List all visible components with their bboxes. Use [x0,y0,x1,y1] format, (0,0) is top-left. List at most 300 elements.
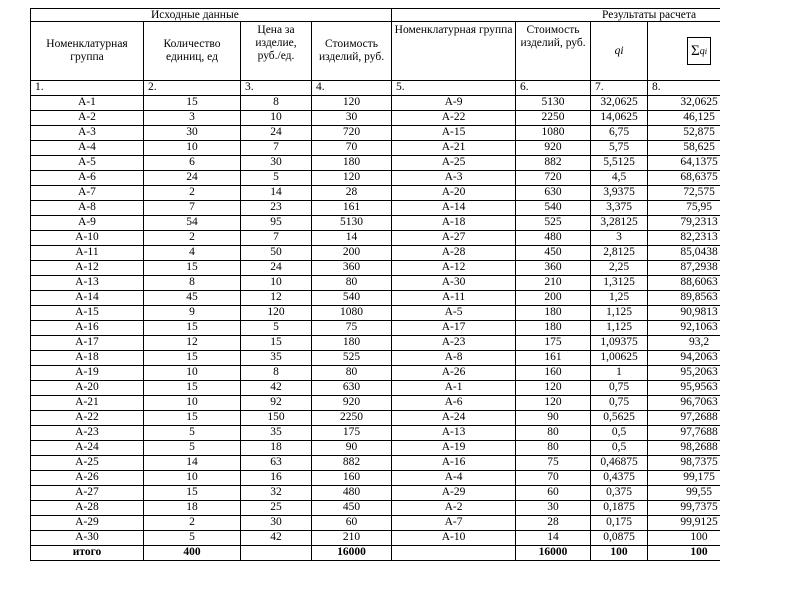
table-row [31,410,721,425]
group-cell: А-21 [31,395,144,410]
group-sorted-cell: А-18 [392,215,516,230]
cost-cell: 180 [312,155,392,170]
cost-cell: 175 [312,425,392,440]
group-sorted-cell: А-25 [392,155,516,170]
qi-cell: 3,9375 [591,185,648,200]
cost-sorted-cell: 70 [516,470,591,485]
qi-cell: 0,46875 [591,455,648,470]
cost-sorted-cell: 920 [516,140,591,155]
price-cell: 35 [241,425,312,440]
price-cell: 7 [241,230,312,245]
table-row [31,215,721,230]
cost-cell: 180 [312,335,392,350]
section-header-input: Исходные данные [31,9,392,22]
group-cell: А-9 [31,215,144,230]
qi-cell: 4,5 [591,170,648,185]
price-cell: 8 [241,95,312,110]
cumulative-cell: 99,55 [648,485,720,500]
group-cell: А-6 [31,170,144,185]
group-cell: А-22 [31,410,144,425]
cost-cell: 120 [312,170,392,185]
group-cell: А-13 [31,275,144,290]
cumulative-cell: 92,1063 [648,320,720,335]
group-cell: А-3 [31,125,144,140]
table-row [31,425,721,440]
table-row [31,230,721,245]
price-cell: 25 [241,500,312,515]
cost-sorted-cell: 5130 [516,95,591,110]
qi-cell: 3,375 [591,200,648,215]
col-header-group: Номенклатурная группа [31,22,144,81]
qi-cell: 1,125 [591,320,648,335]
quantity-cell: 8 [144,275,241,290]
cost-sorted-cell: 175 [516,335,591,350]
cumulative-cell: 97,7688 [648,425,720,440]
quantity-cell: 9 [144,305,241,320]
cumulative-cell: 85,0438 [648,245,720,260]
cost-sorted-cell: 28 [516,515,591,530]
cumulative-cell: 97,2688 [648,410,720,425]
cost-sorted-cell: 160 [516,365,591,380]
spreadsheet [30,8,720,594]
price-cell: 32 [241,485,312,500]
quantity-cell: 30 [144,125,241,140]
qi-cell: 1,09375 [591,335,648,350]
quantity-cell: 15 [144,485,241,500]
cost-cell: 80 [312,365,392,380]
table-row [31,125,721,140]
price-cell: 5 [241,170,312,185]
table-row [31,140,721,155]
section-header-results: Результаты расчета [392,9,720,22]
group-cell: А-15 [31,305,144,320]
totals-row [31,545,721,560]
cumulative-cell: 68,6375 [648,170,720,185]
cumulative-cell: 75,95 [648,200,720,215]
group-sorted-cell: А-7 [392,515,516,530]
price-cell: 16 [241,470,312,485]
table-row [31,515,721,530]
col-header-qi: qi [591,22,648,81]
table-row [31,455,721,470]
cost-cell: 70 [312,140,392,155]
group-sorted-cell: А-15 [392,125,516,140]
cost-cell: 720 [312,125,392,140]
quantity-cell: 2 [144,185,241,200]
cumulative-cell: 95,9563 [648,380,720,395]
table-body [31,95,721,560]
price-cell: 30 [241,515,312,530]
table-row [31,245,721,260]
cumulative-sum-formula [687,37,711,65]
cumulative-cell: 98,7375 [648,455,720,470]
group-cell: А-10 [31,230,144,245]
group-cell: А-28 [31,500,144,515]
cost-cell: 75 [312,320,392,335]
quantity-cell: 45 [144,290,241,305]
price-cell: 50 [241,245,312,260]
qi-cell: 0,5 [591,440,648,455]
group-sorted-cell: А-29 [392,485,516,500]
group-sorted-cell: А-2 [392,500,516,515]
cost-cell: 60 [312,515,392,530]
cumulative-cell: 100 [648,530,720,545]
cumulative-cell: 89,8563 [648,290,720,305]
qi-cell: 1 [591,365,648,380]
cumulative-cell: 72,575 [648,185,720,200]
sum-symbol: Σ [691,42,700,59]
table-row [31,170,721,185]
price-cell: 15 [241,335,312,350]
col-header-group-sorted: Номенклатурная группа [392,22,516,81]
table-row [31,95,721,110]
group-cell: А-16 [31,320,144,335]
table-row [31,350,721,365]
group-cell: А-19 [31,365,144,380]
quantity-cell: 12 [144,335,241,350]
group-sorted-cell: А-14 [392,200,516,215]
cost-sorted-cell: 1080 [516,125,591,140]
cost-sorted-cell: 14 [516,530,591,545]
cumulative-cell: 46,125 [648,110,720,125]
group-sorted-cell: А-13 [392,425,516,440]
price-cell: 42 [241,530,312,545]
cumulative-cell: 64,1375 [648,155,720,170]
cost-sorted-cell: 80 [516,440,591,455]
group-cell: А-26 [31,470,144,485]
cost-cell: 160 [312,470,392,485]
group-cell: А-18 [31,350,144,365]
price-cell: 8 [241,365,312,380]
cumulative-cell: 82,2313 [648,230,720,245]
group-cell: А-30 [31,530,144,545]
cumulative-cell: 52,875 [648,125,720,140]
quantity-cell: 5 [144,425,241,440]
quantity-cell: 10 [144,365,241,380]
column-number: 7. [591,81,648,96]
cost-sorted-cell: 360 [516,260,591,275]
cumulative-cell: 95,2063 [648,365,720,380]
cumulative-cell: 93,2 [648,335,720,350]
cost-sorted-cell: 120 [516,395,591,410]
table-row [31,260,721,275]
group-cell: А-11 [31,245,144,260]
price-cell: 7 [241,140,312,155]
price-cell: 63 [241,455,312,470]
price-cell: 18 [241,440,312,455]
group-sorted-cell: А-3 [392,170,516,185]
group-cell: А-1 [31,95,144,110]
table-row [31,530,721,545]
quantity-cell: 15 [144,380,241,395]
table-row [31,290,721,305]
cost-cell: 210 [312,530,392,545]
cost-sorted-cell: 210 [516,275,591,290]
cost-sorted-cell: 450 [516,245,591,260]
cumulative-cell: 87,2938 [648,260,720,275]
column-number: 2. [144,81,241,96]
qi-cell: 0,0875 [591,530,648,545]
totals-cumulative-cell: 100 [648,545,720,560]
table-row [31,275,721,290]
cost-sorted-cell: 525 [516,215,591,230]
quantity-cell: 15 [144,95,241,110]
cost-sorted-cell: 180 [516,305,591,320]
cost-cell: 90 [312,440,392,455]
table-row [31,320,721,335]
cumulative-cell: 32,0625 [648,95,720,110]
table-row [31,470,721,485]
price-cell: 23 [241,200,312,215]
cost-cell: 360 [312,260,392,275]
quantity-cell: 5 [144,440,241,455]
column-number: 8. [648,81,720,96]
totals-group-sorted-cell [392,545,516,560]
qi-cell: 1,3125 [591,275,648,290]
qi-cell: 2,8125 [591,245,648,260]
cumulative-cell: 90,9813 [648,305,720,320]
cost-cell: 30 [312,110,392,125]
group-sorted-cell: А-10 [392,530,516,545]
qi-cell: 5,75 [591,140,648,155]
col-header-price: Цена за изделие, руб./ед. [241,22,312,81]
group-cell: А-5 [31,155,144,170]
price-cell: 120 [241,305,312,320]
quantity-cell: 24 [144,170,241,185]
totals-price-cell [241,545,312,560]
group-cell: А-8 [31,200,144,215]
qi-cell: 1,00625 [591,350,648,365]
qi-cell: 0,75 [591,380,648,395]
totals-qi-cell: 100 [591,545,648,560]
group-sorted-cell: А-6 [392,395,516,410]
cost-sorted-cell: 80 [516,425,591,440]
quantity-cell: 10 [144,140,241,155]
qi-cell: 0,375 [591,485,648,500]
qi-cell: 0,1875 [591,500,648,515]
column-number: 1. [31,81,144,96]
cost-cell: 882 [312,455,392,470]
group-cell: А-27 [31,485,144,500]
group-sorted-cell: А-27 [392,230,516,245]
group-sorted-cell: А-19 [392,440,516,455]
cost-cell: 525 [312,350,392,365]
group-cell: А-2 [31,110,144,125]
cost-cell: 28 [312,185,392,200]
quantity-cell: 15 [144,350,241,365]
col-header-cost: Стоимость изделий, руб. [312,22,392,81]
group-cell: А-17 [31,335,144,350]
group-sorted-cell: А-21 [392,140,516,155]
group-sorted-cell: А-22 [392,110,516,125]
group-sorted-cell: А-11 [392,290,516,305]
quantity-cell: 3 [144,110,241,125]
col-header-cost-sorted: Стоимость изделий, руб. [516,22,591,81]
table-row [31,335,721,350]
quantity-cell: 7 [144,200,241,215]
price-cell: 12 [241,290,312,305]
quantity-cell: 2 [144,515,241,530]
group-cell: А-7 [31,185,144,200]
table-row [31,110,721,125]
qi-cell: 5,5125 [591,155,648,170]
qi-cell: 3,28125 [591,215,648,230]
quantity-cell: 5 [144,530,241,545]
qi-cell: 0,5625 [591,410,648,425]
price-cell: 14 [241,185,312,200]
quantity-cell: 6 [144,155,241,170]
group-cell: А-29 [31,515,144,530]
cost-cell: 1080 [312,305,392,320]
cost-sorted-cell: 200 [516,290,591,305]
quantity-cell: 15 [144,260,241,275]
cost-cell: 161 [312,200,392,215]
cost-cell: 200 [312,245,392,260]
group-cell: А-20 [31,380,144,395]
qi-cell: 14,0625 [591,110,648,125]
price-cell: 10 [241,110,312,125]
quantity-cell: 54 [144,215,241,230]
qi-cell: 3 [591,230,648,245]
cost-sorted-cell: 720 [516,170,591,185]
column-number: 5. [392,81,516,96]
totals-cost-cell: 16000 [312,545,392,560]
table-row [31,485,721,500]
cost-cell: 80 [312,275,392,290]
table-row [31,380,721,395]
cost-sorted-cell: 60 [516,485,591,500]
quantity-cell: 15 [144,410,241,425]
cost-cell: 450 [312,500,392,515]
table-row [31,500,721,515]
table-row [31,440,721,455]
totals-quantity-cell: 400 [144,545,241,560]
group-sorted-cell: А-24 [392,410,516,425]
cost-sorted-cell: 2250 [516,110,591,125]
cumulative-cell: 99,175 [648,470,720,485]
price-cell: 92 [241,395,312,410]
price-cell: 95 [241,215,312,230]
sum-term: q [699,45,705,57]
cost-sorted-cell: 30 [516,500,591,515]
quantity-cell: 15 [144,320,241,335]
col-header-cumulative [648,22,720,81]
cost-cell: 540 [312,290,392,305]
price-cell: 35 [241,350,312,365]
group-sorted-cell: А-20 [392,185,516,200]
cumulative-cell: 96,7063 [648,395,720,410]
group-sorted-cell: А-26 [392,365,516,380]
group-sorted-cell: А-30 [392,275,516,290]
quantity-cell: 10 [144,395,241,410]
quantity-cell: 2 [144,230,241,245]
cost-sorted-cell: 630 [516,185,591,200]
column-number-row [31,81,721,96]
group-sorted-cell: А-8 [392,350,516,365]
group-sorted-cell: А-28 [392,245,516,260]
cost-sorted-cell: 161 [516,350,591,365]
cumulative-cell: 79,2313 [648,215,720,230]
column-number: 3. [241,81,312,96]
group-cell: А-25 [31,455,144,470]
price-cell: 5 [241,320,312,335]
cost-cell: 5130 [312,215,392,230]
price-cell: 24 [241,260,312,275]
cost-sorted-cell: 90 [516,410,591,425]
cumulative-cell: 88,6063 [648,275,720,290]
qi-cell: 0,75 [591,395,648,410]
cost-sorted-cell: 180 [516,320,591,335]
cost-sorted-cell: 882 [516,155,591,170]
cost-cell: 120 [312,95,392,110]
table-row [31,200,721,215]
quantity-cell: 14 [144,455,241,470]
group-cell: А-14 [31,290,144,305]
qi-cell: 0,5 [591,425,648,440]
group-cell: А-23 [31,425,144,440]
group-cell: А-24 [31,440,144,455]
table-row [31,365,721,380]
qi-cell: 6,75 [591,125,648,140]
table-row [31,305,721,320]
qi-cell: 32,0625 [591,95,648,110]
group-sorted-cell: А-12 [392,260,516,275]
column-number: 4. [312,81,392,96]
quantity-cell: 4 [144,245,241,260]
col-header-quantity: Количество единиц, ед [144,22,241,81]
cost-sorted-cell: 480 [516,230,591,245]
group-sorted-cell: А-1 [392,380,516,395]
group-sorted-cell: А-4 [392,470,516,485]
table-row [31,395,721,410]
qi-cell: 2,25 [591,260,648,275]
quantity-cell: 18 [144,500,241,515]
price-cell: 30 [241,155,312,170]
price-cell: 24 [241,125,312,140]
group-cell: А-12 [31,260,144,275]
group-sorted-cell: А-23 [392,335,516,350]
cost-cell: 630 [312,380,392,395]
cumulative-cell: 99,7375 [648,500,720,515]
price-cell: 150 [241,410,312,425]
price-cell: 10 [241,275,312,290]
cumulative-cell: 99,9125 [648,515,720,530]
table-row [31,155,721,170]
qi-cell: 1,125 [591,305,648,320]
table-row [31,185,721,200]
totals-label: итого [31,545,144,560]
cost-sorted-cell: 540 [516,200,591,215]
quantity-cell: 10 [144,470,241,485]
cost-cell: 2250 [312,410,392,425]
abc-analysis-table [30,8,720,561]
price-cell: 42 [241,380,312,395]
qi-cell: 0,4375 [591,470,648,485]
group-cell: А-4 [31,140,144,155]
cost-sorted-cell: 120 [516,380,591,395]
column-number: 6. [516,81,591,96]
group-sorted-cell: А-16 [392,455,516,470]
cost-cell: 920 [312,395,392,410]
cost-sorted-cell: 75 [516,455,591,470]
group-sorted-cell: А-5 [392,305,516,320]
group-sorted-cell: А-9 [392,95,516,110]
cumulative-cell: 98,2688 [648,440,720,455]
totals-cost-sorted-cell: 16000 [516,545,591,560]
cost-cell: 14 [312,230,392,245]
cumulative-cell: 58,625 [648,140,720,155]
cumulative-cell: 94,2063 [648,350,720,365]
